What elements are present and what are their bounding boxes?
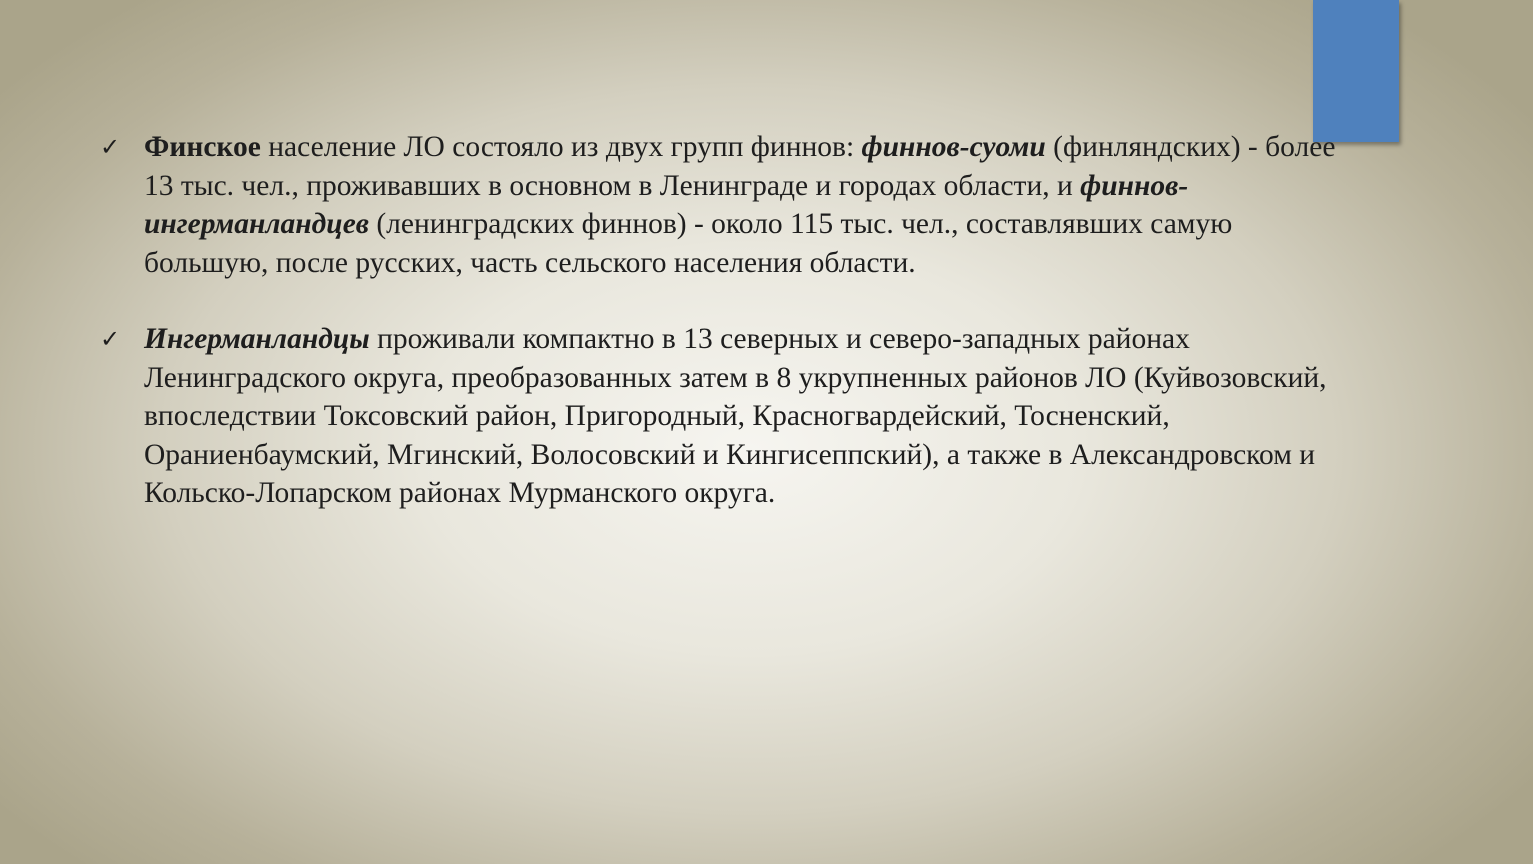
bullet-text: (ленинградских финнов) - около 115 тыс. чел., составлявших самую большую, после русских, часть сельского населения области.	[144, 208, 1233, 279]
check-icon: ✓	[100, 133, 121, 161]
bullet-text: население ЛО состояло из двух групп финнов:	[260, 131, 862, 163]
bullet-item-finnish-population	[98, 128, 1348, 282]
bullet-list	[98, 128, 1348, 551]
bullet-item-ingermanlanders	[98, 320, 1348, 513]
term-finnov-ingermanlandtsev: финнов-ингерманландцев	[144, 169, 1189, 240]
term-finnov-suomi: финнов-суоми	[861, 131, 1046, 163]
accent-bar	[1313, 0, 1399, 142]
check-icon: ✓	[100, 325, 121, 353]
bullet-text: (финляндских) - более 13 тыс. чел., проживавших в основном в Ленинграде и городах области, и	[144, 131, 1336, 202]
term-ingermanlandtsy: Ингерманландцы	[144, 323, 370, 355]
bullet-text: проживали компактно в 13 северных и северо-западных районах Ленинградского округа, преобразованных затем в 8 укрупненных районов ЛО (Куйвозовский, впоследствии Токсовский район, Пригородный, Красногвардейский, Тосненский, Ораниенбаумский, Мгинский, Волосовский и Кингисеппский), а также в Александровском и Кольско-Лопарском районах Мурманского округа.	[144, 323, 1327, 509]
term-finskoe: Финское	[144, 131, 261, 163]
